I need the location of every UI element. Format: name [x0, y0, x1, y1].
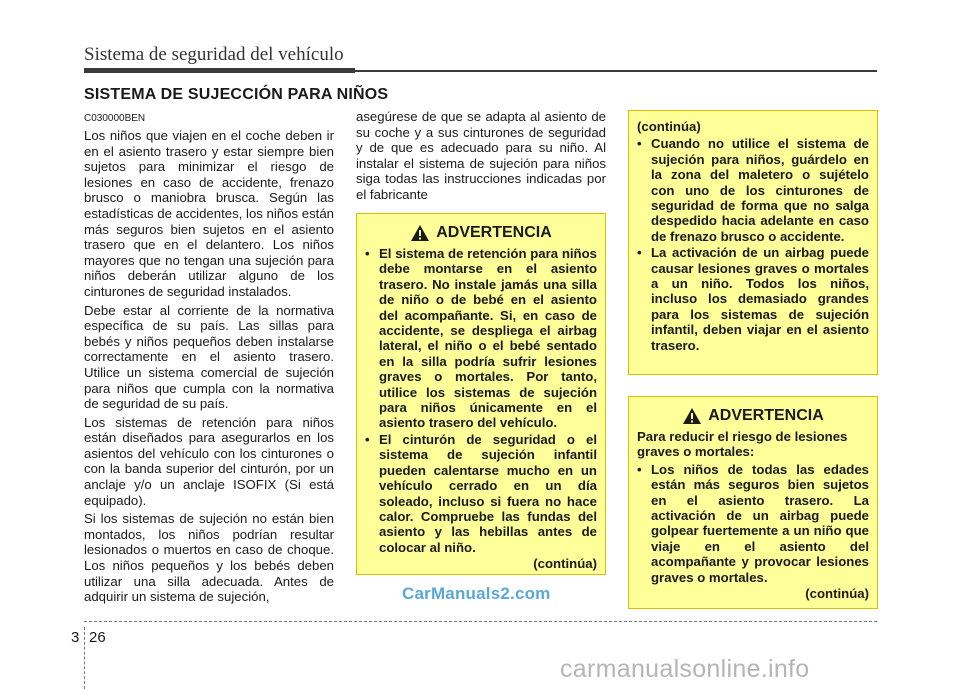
- section-code: C030000BEN: [84, 113, 146, 124]
- footer-rule: [84, 621, 877, 622]
- header-rule: [355, 70, 877, 72]
- warning-list: [637, 136, 869, 353]
- paragraph: Los sistemas de retención para niños están diseñados para asegurarlos en los asientos del vehículo con los cinturones o con la banda superior del cinturón, por un anclaje y/o un anclaje ISOFIX (Si está equipado).: [84, 414, 334, 508]
- warning-triangle-icon: [682, 407, 702, 425]
- list-item: • La activación de un airbag puede causar lesiones graves o mortales a un niño. Todos los niños, incluso los demasiado grandes para los sistemas de sujeción infantil, deben viajar en el asiento trasero.: [637, 245, 869, 353]
- page-number: 26: [89, 629, 106, 646]
- column-left: [84, 128, 334, 608]
- warning-title: ADVERTENCIA: [708, 407, 824, 425]
- paragraph: asegúrese de que se adapta al asiento de su coche y a sus cinturones de seguridad y de que es adecuado para su niño. Al instalar el sistema de sujeción para niños siga todas las instrucciones indicadas por el fabricante: [356, 109, 606, 202]
- list-item: • El cinturón de seguridad o el sistema de sujeción infantil pueden calentarse mucho en un vehículo cerrado en un día soleado, incluso si fuera no hace calor. Compruebe las fundas del asiento y las hebillas antes de colocar al niño.: [365, 432, 597, 555]
- continued-header: (continúa): [637, 119, 701, 134]
- list-item: • El sistema de retención para niños debe montarse en el asiento trasero. No instale jamás una silla de niño o de bebé en el asiento del acompañante. Si, en caso de accidente, se despliega el airbag lateral, el niño o el bebé sentado en la silla podría sufrir lesiones graves o mortales. Por tanto, utilice los sistemas de sujeción para niños únicamente en el asiento trasero del vehículo.: [365, 246, 597, 431]
- warning-triangle-icon: [410, 224, 430, 242]
- list-item: • Los niños de todas las edades están más seguros bien sujetos en el asiento trasero. La activación de un airbag puede golpear fuertemente a un niño que viaje en el asiento del acompañante y provocar lesiones graves o mortales.: [637, 462, 869, 585]
- warning-box-1: [356, 213, 606, 575]
- column-middle: [356, 109, 606, 206]
- paragraph: Los niños que viajen en el coche deben ir en el asiento trasero y estar siempre bien sujetos para minimizar el riesgo de lesiones en caso de accidente, frenazo brusco o maniobra brusca. Según las estadísticas de accidentes, los niños están más seguros bien sujetos en el asiento trasero que en el delantero. Los niños mayores que no tengan una sujeción para niños deberán utilizar alguno de los cinturones de seguridad instalados.: [84, 128, 334, 299]
- warning-header: [365, 224, 597, 242]
- warning-list: [365, 246, 597, 555]
- list-item: • Cuando no utilice el sistema de sujeción para niños, guárdelo en la zona del maletero o sujételo con uno de los cinturones de seguridad de forma que no salga despedido hacia adelante en caso de frenazo brusco o accidente.: [637, 136, 869, 244]
- paragraph: Si los sistemas de sujeción no están bien montados, los niños podrían resultar lesionados o muertos en caso de choque. Los niños pequeños y los bebés deben utilizar una silla adecuada. Antes de adquirir un sistema de sujeción,: [84, 511, 334, 605]
- header-title: Sistema de seguridad del vehículo: [84, 44, 344, 65]
- section-title: SISTEMA DE SUJECCIÓN PARA NIÑOS: [84, 86, 389, 103]
- chapter-number: 3: [71, 629, 80, 646]
- warning-title: ADVERTENCIA: [436, 224, 552, 242]
- continues-label: (continúa): [805, 586, 869, 602]
- footer-divider: [84, 627, 85, 689]
- warning-header: [637, 407, 869, 425]
- header-bar: [84, 68, 355, 73]
- watermark-logo[interactable]: CarManuals2.com: [402, 584, 551, 603]
- continued-warning-box: [628, 110, 878, 375]
- continues-label: (continúa): [533, 556, 597, 572]
- warning-box-2: [628, 396, 878, 609]
- warning-list: [637, 462, 869, 585]
- site-watermark: carmanualsonline.info: [560, 655, 810, 683]
- paragraph: Debe estar al corriente de la normativa específica de su país. Las sillas para bebés y niños pequeños deben instalarse correctamente en el asiento trasero. Utilice un sistema comercial de sujeción para niños que cumpla con la normativa de seguridad de su país.: [84, 302, 334, 412]
- warning-intro: Para reducir el riesgo de lesiones graves o mortales:: [637, 429, 848, 460]
